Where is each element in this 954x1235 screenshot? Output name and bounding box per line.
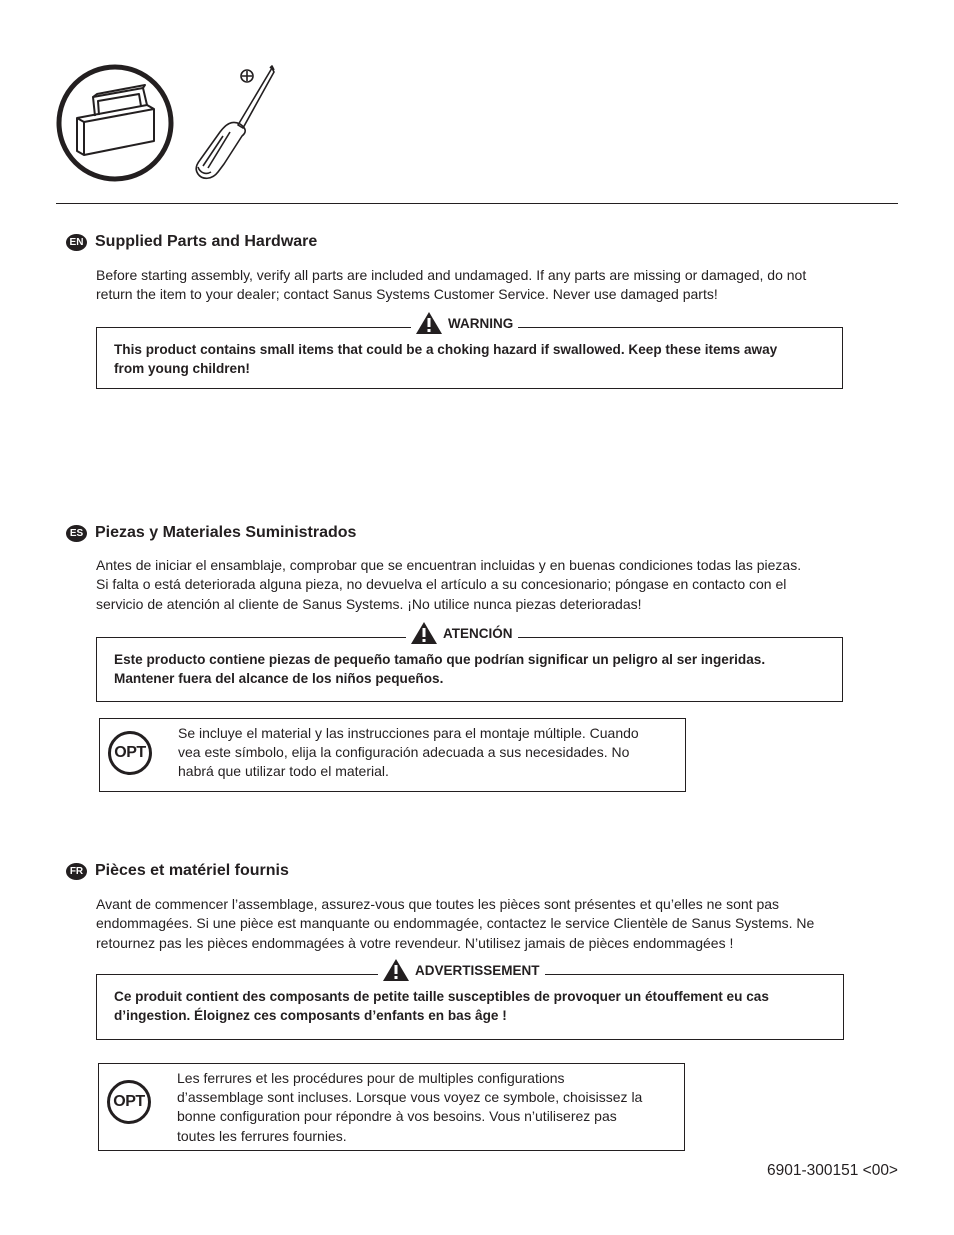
opt-line: Les ferrures et les procédures pour de multiples configurations [177,1070,565,1086]
intro-paragraph-es [96,556,801,614]
warning-box-es [96,625,843,702]
warning-line: Mantener fuera del alcance de los niños pequeños. [114,671,444,686]
warning-triangle-icon [382,958,410,982]
warning-box-fr [96,962,844,1040]
paragraph-line: return the item to your dealer; contact Sanus Systems Customer Service. Never use damaged parts! [96,286,718,303]
paragraph-line: Antes de iniciar el ensamblaje, comprobar que se encuentran incluidas y en buenas condiciones todas las piezas. [96,557,802,573]
opt-text-es [178,724,639,782]
opt-line: bonne configuration pour répondre à vos besoins. Vous n’utiliserez pas [177,1108,617,1125]
paragraph-line: Before starting assembly, verify all parts are included and undamaged. If any parts are missing or damaged, do not [96,267,807,283]
opt-icon: OPT [107,1080,151,1124]
warning-label-fr [378,958,545,982]
opt-line: habrá que utilizar todo el material. [178,763,389,780]
paragraph-line: retournez pas les pièces endommagées à votre revendeur. N’utilisez jamais de pièces endommagées ! [96,934,734,951]
warning-line: d’ingestion. Éloignez ces composants d’enfants en bas âge ! [114,1008,507,1023]
paragraph-line: servicio de atención al cliente de Sanus Systems. ¡No utilice nunca piezas deterioradas! [96,595,642,612]
warning-label-en [411,311,518,335]
warning-box-en [96,315,843,389]
paragraph-line: Si falta o está deteriorada alguna pieza, no devuelva el artículo a su concesionario; póngase en contacto con el [96,576,787,593]
paragraph-line: Avant de commencer l’assemblage, assurez-vous que toutes les pièces sont présentes et qu’elles ne sont pas [96,896,780,912]
warning-triangle-icon [410,621,438,645]
language-badge-fr: FR [66,863,87,880]
language-badge-es: ES [66,525,87,542]
opt-line: toutes les ferrures fournies. [177,1127,347,1144]
warning-line: Ce produit contient des composants de petite taille susceptibles de provoquer un étouffement eu cas [114,989,769,1004]
warning-line: This product contains small items that could be a choking hazard if swallowed. Keep these items away [114,342,778,357]
section-title-en: Supplied Parts and Hardware [95,233,318,250]
section-title-es: Piezas y Materiales Suministrados [95,524,357,541]
phillips-screwdriver-icon [190,62,280,187]
intro-paragraph-en [96,266,806,305]
paragraph-line: endommagées. Si une pièce est manquante ou endommagée, contactez le service Clientèle de Sanus Systems. Ne [96,915,815,932]
opt-text-fr [177,1069,642,1146]
opt-line: d’assemblage sont incluses. Lorsque vous voyez ce symbole, choisissez la [177,1089,643,1106]
opt-box-fr [98,1063,685,1151]
warning-label-text: ATENCIÓN [443,625,513,641]
warning-line: from young children! [114,361,250,376]
section-heading-fr [66,862,289,880]
opt-line: vea este símbolo, elija la configuración adecuada a sus necesidades. No [178,744,630,761]
opt-box-es [99,718,686,792]
language-badge-en: EN [66,234,87,251]
warning-label-es [406,621,518,645]
section-divider [56,203,898,204]
warning-line: Este producto contiene piezas de pequeño tamaño que podrían significar un peligro al ser ingeridas. [114,652,766,667]
opt-line: Se incluye el material y las instrucciones para el montaje múltiple. Cuando [178,725,639,741]
section-heading-es [66,524,356,542]
warning-label-text: ADVERTISSEMENT [415,962,540,978]
part-number: 6901-300151 <00> [766,1162,898,1179]
intro-paragraph-fr [96,895,814,953]
section-title-fr: Pièces et matériel fournis [95,862,289,879]
section-heading-en [66,233,317,251]
toolbox-icon [55,63,175,183]
opt-icon: OPT [108,731,152,775]
warning-triangle-icon [415,311,443,335]
warning-label-text: WARNING [448,315,514,331]
